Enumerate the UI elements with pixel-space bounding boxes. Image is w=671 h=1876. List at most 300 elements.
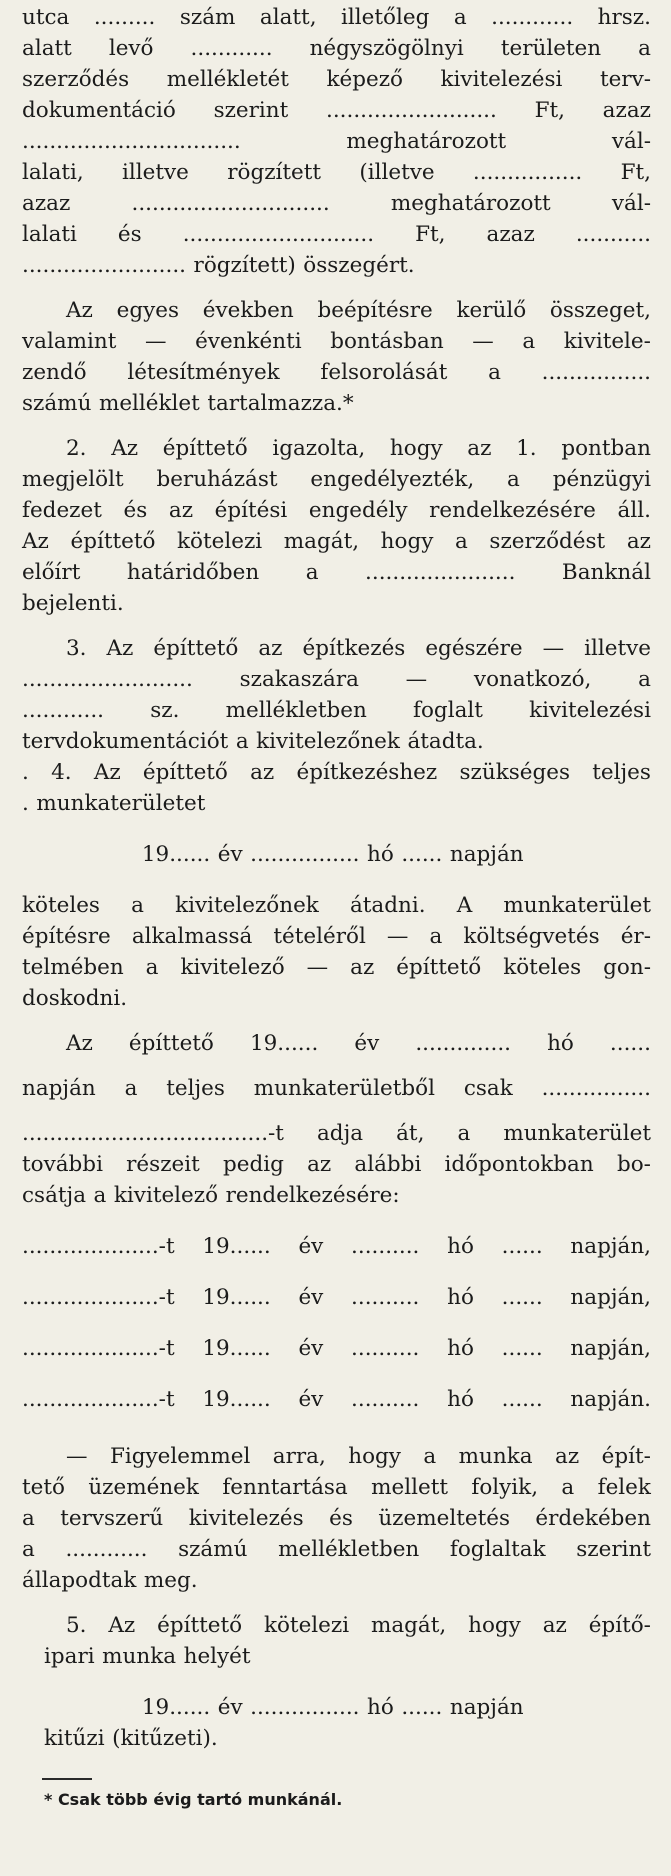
- word: hó: [447, 1285, 474, 1310]
- word: előírt: [22, 560, 81, 585]
- word: —: [542, 636, 565, 661]
- word: Az: [108, 1613, 136, 1638]
- word: azaz: [602, 98, 651, 123]
- text-line: [22, 464, 651, 495]
- word: a: [145, 955, 159, 980]
- word: építtető: [162, 436, 248, 461]
- word: az: [258, 636, 283, 661]
- word: szerint: [576, 1537, 651, 1562]
- word: —: [405, 667, 428, 692]
- word: a: [131, 893, 144, 918]
- text-line: [22, 2, 651, 33]
- text-line: [22, 1534, 651, 1565]
- word: négyszögölnyi: [309, 36, 464, 61]
- text-line: [22, 1503, 651, 1534]
- word: zendő: [22, 360, 87, 385]
- word: kivitelezés: [188, 1506, 304, 1531]
- text-line: [22, 295, 651, 326]
- word: 19......: [249, 1031, 319, 1056]
- word: és: [123, 498, 148, 523]
- word: a: [305, 560, 319, 585]
- word: üzemeltetés: [378, 1506, 510, 1531]
- word: év: [298, 1285, 324, 1310]
- word: Az: [106, 636, 134, 661]
- word: további: [22, 1152, 103, 1177]
- word: tervdokumentációt: [22, 729, 229, 754]
- word: illetőleg: [341, 5, 430, 30]
- word: fedezet: [22, 498, 102, 523]
- word: —: [306, 955, 329, 980]
- spacer: [22, 1104, 651, 1118]
- word: Figyelemmel: [109, 1444, 251, 1469]
- word: Az: [111, 436, 139, 461]
- word: ......: [501, 1387, 543, 1412]
- word: kivitele-: [563, 329, 651, 354]
- word: kerülő: [456, 298, 527, 323]
- word: át,: [396, 1121, 425, 1146]
- word: levő: [108, 36, 154, 61]
- word: teljes: [592, 760, 651, 785]
- word: rendelkezésére:: [225, 1183, 400, 1208]
- text-line: [22, 557, 651, 588]
- spacer: [22, 1313, 651, 1333]
- word: számú: [22, 391, 92, 416]
- word: ..........: [351, 1336, 420, 1361]
- word: összeget,: [549, 298, 651, 323]
- word: megjelölt: [22, 467, 124, 492]
- word: ....................-t: [22, 1336, 175, 1361]
- word: igazolta,: [272, 436, 366, 461]
- word: pedig: [222, 1152, 284, 1177]
- word: munka: [458, 1444, 533, 1469]
- word: a: [561, 1475, 575, 1500]
- text-line: [22, 1723, 651, 1754]
- word: arra,: [272, 1444, 326, 1469]
- word: ..........: [351, 1285, 420, 1310]
- word: év: [217, 842, 243, 867]
- word: napján: [449, 842, 524, 867]
- word: ......: [401, 842, 443, 867]
- text-line: [22, 1282, 651, 1313]
- word: ...........: [575, 222, 651, 247]
- word: hó: [447, 1387, 474, 1412]
- text-line: [22, 1610, 651, 1641]
- word: építkezés: [302, 636, 406, 661]
- word: kivitelező: [113, 1183, 219, 1208]
- word: meghatározott: [390, 191, 551, 216]
- word: foglaltak: [449, 1537, 546, 1562]
- word: azaz: [22, 191, 71, 216]
- word: munka: [102, 1644, 177, 1669]
- word: .........................: [326, 98, 497, 123]
- word: engedély: [308, 498, 408, 523]
- word: ..........: [351, 1234, 420, 1259]
- word: munkaterületből: [253, 1076, 435, 1101]
- word: 19......: [141, 1695, 211, 1720]
- word: vál-: [611, 129, 651, 154]
- word: alatt: [22, 36, 72, 61]
- word: érdekében: [535, 1506, 651, 1531]
- word: hogy: [348, 1444, 401, 1469]
- word: években: [202, 298, 294, 323]
- word: költségvetés: [463, 924, 600, 949]
- text-line: [22, 952, 651, 983]
- word: szükséges: [459, 760, 570, 785]
- word: Az: [93, 760, 121, 785]
- word: tételéről: [273, 924, 366, 949]
- word: Ft,: [415, 222, 446, 247]
- spacer: [22, 1364, 651, 1384]
- text-line: [22, 219, 651, 250]
- word: (illetve: [359, 160, 435, 185]
- spacer: [22, 1596, 651, 1610]
- word: Ft,: [534, 98, 565, 123]
- text-line: [22, 188, 651, 219]
- word: 19......: [202, 1285, 271, 1310]
- word: 2.: [66, 436, 87, 461]
- word: határidőben: [126, 560, 260, 585]
- contract-text: [22, 2, 651, 1754]
- word: —: [386, 924, 409, 949]
- word: ................: [472, 160, 583, 185]
- word: hó: [447, 1336, 474, 1361]
- word: a: [22, 1506, 35, 1531]
- word: Banknál: [561, 560, 651, 585]
- word: ....................................-t: [22, 1121, 284, 1146]
- word: fenntartása: [222, 1475, 348, 1500]
- word: meg.: [143, 1568, 198, 1593]
- spacer: [22, 1211, 651, 1231]
- word: az: [542, 1613, 567, 1638]
- word: szám: [179, 5, 236, 30]
- word: magát,: [370, 1613, 447, 1638]
- word: kitűzi: [44, 1726, 105, 1751]
- word: felek: [597, 1475, 651, 1500]
- word: Az: [22, 529, 49, 554]
- word: az: [168, 498, 194, 523]
- text-line: [22, 126, 651, 157]
- word: munkaterület: [503, 893, 651, 918]
- text-line: [22, 157, 651, 188]
- word: ......................: [365, 560, 516, 585]
- word: ............: [22, 698, 105, 723]
- word: a: [488, 360, 501, 385]
- word: kivitelező: [180, 955, 285, 980]
- word: napján,: [570, 1285, 651, 1310]
- text-line: [22, 1641, 651, 1672]
- text-line: [22, 1333, 651, 1364]
- spacer: [22, 1262, 651, 1282]
- word: 19......: [202, 1387, 271, 1412]
- word: év: [217, 1695, 243, 1720]
- word: ....................-t: [22, 1285, 175, 1310]
- word: ................................: [22, 129, 241, 154]
- word: építésre: [22, 924, 111, 949]
- footnote-divider: [42, 1778, 92, 1780]
- word: mellékletét: [166, 67, 289, 92]
- word: telmében: [22, 955, 124, 980]
- word: dokumentáció: [22, 98, 176, 123]
- word: napján,: [570, 1336, 651, 1361]
- word: A: [456, 893, 473, 918]
- text-line: [22, 64, 651, 95]
- word: rögzített): [193, 253, 296, 278]
- word: építtető: [142, 760, 228, 785]
- word: illetve: [584, 636, 651, 661]
- word: ......: [501, 1234, 543, 1259]
- word: alkalmassá: [131, 924, 253, 949]
- word: rendelkezésére: [429, 498, 596, 523]
- word: tartalmazza.*: [207, 391, 354, 416]
- word: a: [124, 1076, 138, 1101]
- spacer: [22, 281, 651, 295]
- word: hó: [367, 1695, 394, 1720]
- text-line: [22, 495, 651, 526]
- word: 3.: [66, 636, 87, 661]
- word: építtető: [128, 1031, 214, 1056]
- word: beépítésre: [317, 298, 433, 323]
- word: 1.: [516, 436, 537, 461]
- word: alábbi: [354, 1152, 422, 1177]
- word: azaz: [486, 222, 535, 247]
- spacer: [22, 819, 651, 839]
- word: ................: [250, 1695, 360, 1720]
- word: .........................: [22, 667, 193, 692]
- word: ......: [501, 1336, 543, 1361]
- text-line: [22, 1118, 651, 1149]
- word: ................: [250, 842, 360, 867]
- word: szerződés: [22, 67, 130, 92]
- word: az: [250, 760, 275, 785]
- text-line: [22, 788, 651, 819]
- spacer: [22, 1014, 651, 1028]
- word: az: [350, 955, 375, 980]
- spacer: [22, 870, 651, 890]
- word: valamint: [22, 329, 117, 354]
- word: területen: [500, 36, 602, 61]
- word: a: [93, 1183, 107, 1208]
- word: alatt,: [259, 5, 317, 30]
- word: számú: [178, 1537, 248, 1562]
- word: ............: [190, 36, 273, 61]
- word: —: [145, 329, 167, 354]
- word: Az: [66, 1031, 93, 1056]
- word: ......: [609, 1031, 651, 1056]
- word: részeit: [126, 1152, 200, 1177]
- word: .............................: [131, 191, 330, 216]
- word: kötelezi: [263, 1613, 350, 1638]
- text-line: [22, 1441, 651, 1472]
- word: építő-: [588, 1613, 651, 1638]
- word: üzemének: [88, 1475, 199, 1500]
- word: egyes: [116, 298, 179, 323]
- text-line: [22, 1565, 651, 1596]
- word: napján: [22, 1076, 96, 1101]
- word: ............................: [182, 222, 375, 247]
- word: hogy: [380, 529, 434, 554]
- word: pénzügyi: [552, 467, 651, 492]
- word: utca: [22, 5, 70, 30]
- word: ipari: [44, 1644, 95, 1669]
- word: év: [354, 1031, 380, 1056]
- word: áll.: [617, 498, 651, 523]
- word: doskodni.: [22, 986, 128, 1011]
- word: tető: [22, 1475, 65, 1500]
- word: ......: [501, 1285, 543, 1310]
- word: vál-: [611, 191, 651, 216]
- spacer: [22, 419, 651, 433]
- word: év: [298, 1234, 324, 1259]
- word: kivitelezőnek: [175, 893, 319, 918]
- word: ..........: [351, 1387, 420, 1412]
- word: munkaterületet: [36, 791, 206, 816]
- word: .: [22, 791, 29, 816]
- word: napján: [449, 1695, 524, 1720]
- text-line: [22, 1231, 651, 1262]
- text-line: [22, 33, 651, 64]
- spacer: [22, 1672, 651, 1692]
- word: napján,: [570, 1234, 651, 1259]
- word: gon-: [603, 955, 651, 980]
- text-line: [22, 633, 651, 664]
- word: épít-: [601, 1444, 651, 1469]
- text-line: [22, 388, 651, 419]
- word: az: [555, 1444, 580, 1469]
- word: lalati,: [22, 160, 84, 185]
- word: hó: [547, 1031, 574, 1056]
- text-line: [22, 1384, 651, 1415]
- word: a: [22, 1537, 35, 1562]
- word: hogy: [389, 436, 443, 461]
- word: terv-: [599, 67, 651, 92]
- word: napján.: [570, 1387, 651, 1412]
- word: a: [507, 467, 520, 492]
- word: bo-: [616, 1152, 651, 1177]
- text-line: [22, 726, 651, 757]
- word: Az: [66, 298, 93, 323]
- word: építési: [214, 498, 288, 523]
- word: mellett: [371, 1475, 448, 1500]
- word: .: [22, 760, 29, 785]
- word: Ft,: [620, 160, 651, 185]
- word: építkezéshez: [296, 760, 438, 785]
- text-line: [22, 664, 651, 695]
- word: hrsz.: [597, 5, 651, 30]
- spacer: [22, 1415, 651, 1441]
- text-line: [22, 695, 651, 726]
- word: —: [66, 1444, 88, 1469]
- word: csátja: [22, 1183, 87, 1208]
- word: ............: [491, 5, 574, 30]
- word: hó: [447, 1234, 474, 1259]
- word: és: [329, 1506, 353, 1531]
- spacer: [22, 1059, 651, 1073]
- word: a: [453, 5, 467, 30]
- word: 19......: [202, 1336, 271, 1361]
- word: köteles: [22, 893, 100, 918]
- word: foglalt: [413, 698, 483, 723]
- word: építtető: [157, 1613, 243, 1638]
- text-line: [22, 526, 651, 557]
- word: 19......: [202, 1234, 271, 1259]
- text-line: [22, 357, 651, 388]
- text-line: [22, 1073, 651, 1104]
- word: átadta.: [407, 729, 484, 754]
- word: a: [423, 1444, 437, 1469]
- word: az: [626, 529, 651, 554]
- word: mellékletben: [278, 1537, 420, 1562]
- word: meghatározott: [346, 129, 507, 154]
- word: teljes: [166, 1076, 225, 1101]
- word: 19......: [141, 842, 211, 867]
- word: ................: [541, 1076, 651, 1101]
- word: képező: [326, 67, 403, 92]
- text-line: [22, 921, 651, 952]
- word: vonatkozó,: [473, 667, 592, 692]
- word: .........: [93, 5, 156, 30]
- word: melléklet: [98, 391, 200, 416]
- word: egészére: [425, 636, 523, 661]
- word: év: [298, 1387, 324, 1412]
- word: helyét: [183, 1644, 251, 1669]
- word: rögzített: [227, 160, 322, 185]
- word: szerint: [213, 98, 289, 123]
- word: köteles: [503, 955, 582, 980]
- word: pontban: [561, 436, 651, 461]
- text-line: [22, 250, 651, 281]
- word: a: [522, 329, 536, 354]
- word: bontásban: [330, 329, 444, 354]
- word: év: [298, 1336, 324, 1361]
- word: mellékletben: [225, 698, 367, 723]
- text-line: [22, 1472, 651, 1503]
- word: ................: [541, 360, 651, 385]
- word: kivitelezési: [440, 67, 563, 92]
- word: —: [472, 329, 494, 354]
- word: (kitűzeti).: [112, 1726, 218, 1751]
- text-line: [22, 588, 651, 619]
- word: ....................-t: [22, 1234, 175, 1259]
- word: és: [117, 222, 142, 247]
- text-line: [22, 1149, 651, 1180]
- word: a: [457, 1121, 471, 1146]
- word: felsorolását: [320, 360, 448, 385]
- word: ......: [401, 1695, 443, 1720]
- word: csak: [463, 1076, 513, 1101]
- text-line: [22, 1180, 651, 1211]
- word: beruházást: [156, 467, 278, 492]
- word: építtető: [396, 955, 482, 980]
- word: kötelezi: [177, 529, 263, 554]
- text-line: [22, 1692, 651, 1723]
- word: állapodtak: [22, 1568, 137, 1593]
- word: kivitelezési: [529, 698, 651, 723]
- text-line: [22, 757, 651, 788]
- text-line: [22, 839, 651, 870]
- word: hó: [367, 842, 394, 867]
- word: átadni.: [349, 893, 426, 918]
- word: szakaszára: [239, 667, 359, 692]
- word: építtető: [70, 529, 156, 554]
- word: évenkénti: [195, 329, 302, 354]
- word: a: [429, 924, 443, 949]
- word: sz.: [150, 698, 180, 723]
- word: magát,: [283, 529, 360, 554]
- text-line: [22, 326, 651, 357]
- word: kivitelezőnek: [256, 729, 400, 754]
- spacer: [22, 619, 651, 633]
- word: 4.: [51, 760, 72, 785]
